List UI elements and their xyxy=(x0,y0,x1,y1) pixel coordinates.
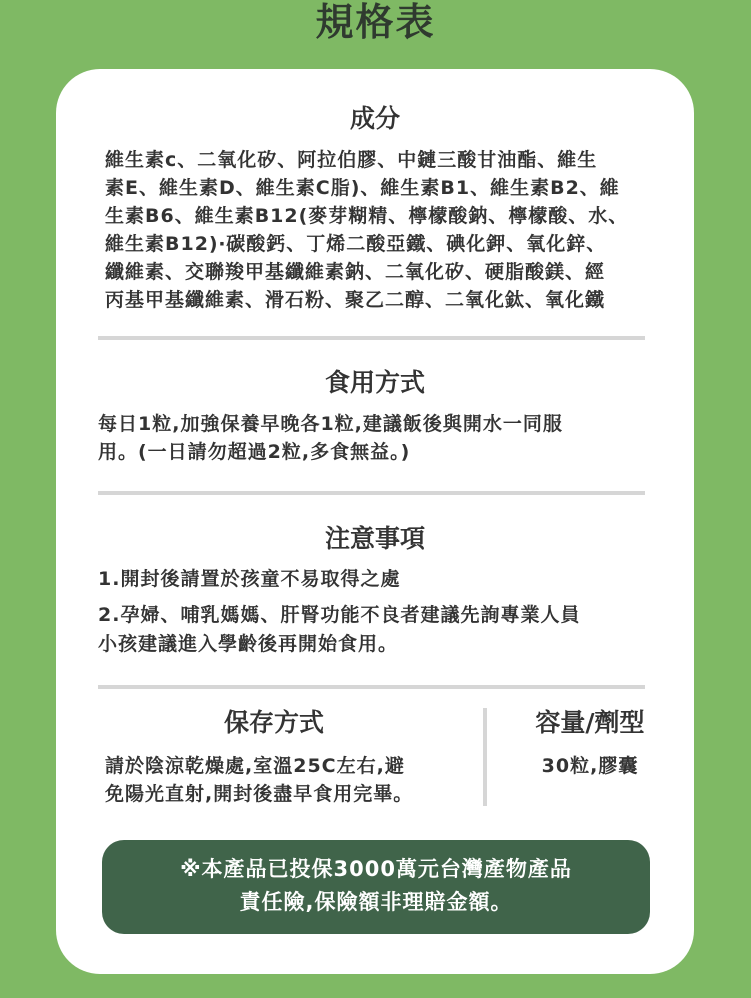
notes-title: 注意事項 xyxy=(324,524,425,553)
notice-line: ※本產品已投保3000萬元台灣產物產品 xyxy=(180,857,572,881)
usage-text xyxy=(98,410,650,466)
notes-line: 2.孕婦、哺乳媽媽、肝腎功能不良者建議先詢專業人員 xyxy=(98,604,581,626)
section-divider xyxy=(98,685,645,689)
notice-line: 責任險,保險額非理賠金額。 xyxy=(239,890,513,914)
ingredients-line: 丙基甲基纖維素、滑石粉、聚乙二醇、二氧化鈦、氧化鐵 xyxy=(105,289,606,311)
notes-line: 小孩建議進入學齡後再開始食用。 xyxy=(98,633,399,655)
notes-line: 1.開封後請置於孩童不易取得之處 xyxy=(98,568,401,590)
capacity-title: 容量/劑型 xyxy=(535,708,645,737)
capacity-value: 30粒,膠囊 xyxy=(541,755,639,777)
column-divider xyxy=(483,708,487,806)
insurance-notice xyxy=(102,840,650,934)
usage-title: 食用方式 xyxy=(324,368,425,397)
ingredients-line: 纖維素、交聯羧甲基纖維素鈉、二氧化矽、硬脂酸鎂、經 xyxy=(105,261,606,283)
ingredients-title: 成分 xyxy=(349,104,400,133)
storage-title: 保存方式 xyxy=(223,708,324,737)
usage-line: 用。(一日請勿超過2粒,多食無益。) xyxy=(98,441,411,463)
spec-card xyxy=(56,69,694,974)
section-divider xyxy=(98,491,645,495)
storage-line: 免陽光直射,開封後盡早食用完畢。 xyxy=(105,783,414,805)
ingredients-line: 維生素B12)‧碳酸鈣、丁烯二酸亞鐵、碘化鉀、氧化鋅、 xyxy=(105,233,607,255)
storage-line: 請於陰涼乾燥處,室溫25C左右,避 xyxy=(105,755,405,777)
page-title: 規格表 xyxy=(315,0,436,44)
usage-line: 每日1粒,加強保養早晚各1粒,建議飯後與開水一同服 xyxy=(98,413,563,435)
ingredients-line: 生素B6、維生素B12(麥芽糊精、檸檬酸鈉、檸檬酸、水、 xyxy=(105,205,629,227)
ingredients-line: 素E、維生素D、維生素C脂)、維生素B1、維生素B2、維 xyxy=(105,177,620,199)
notes-text xyxy=(98,565,650,659)
ingredients-text xyxy=(105,146,650,314)
ingredients-line: 維生素c、二氧化矽、阿拉伯膠、中鏈三酸甘油酯、維生 xyxy=(105,149,598,171)
section-divider xyxy=(98,336,645,340)
storage-text xyxy=(105,752,450,808)
